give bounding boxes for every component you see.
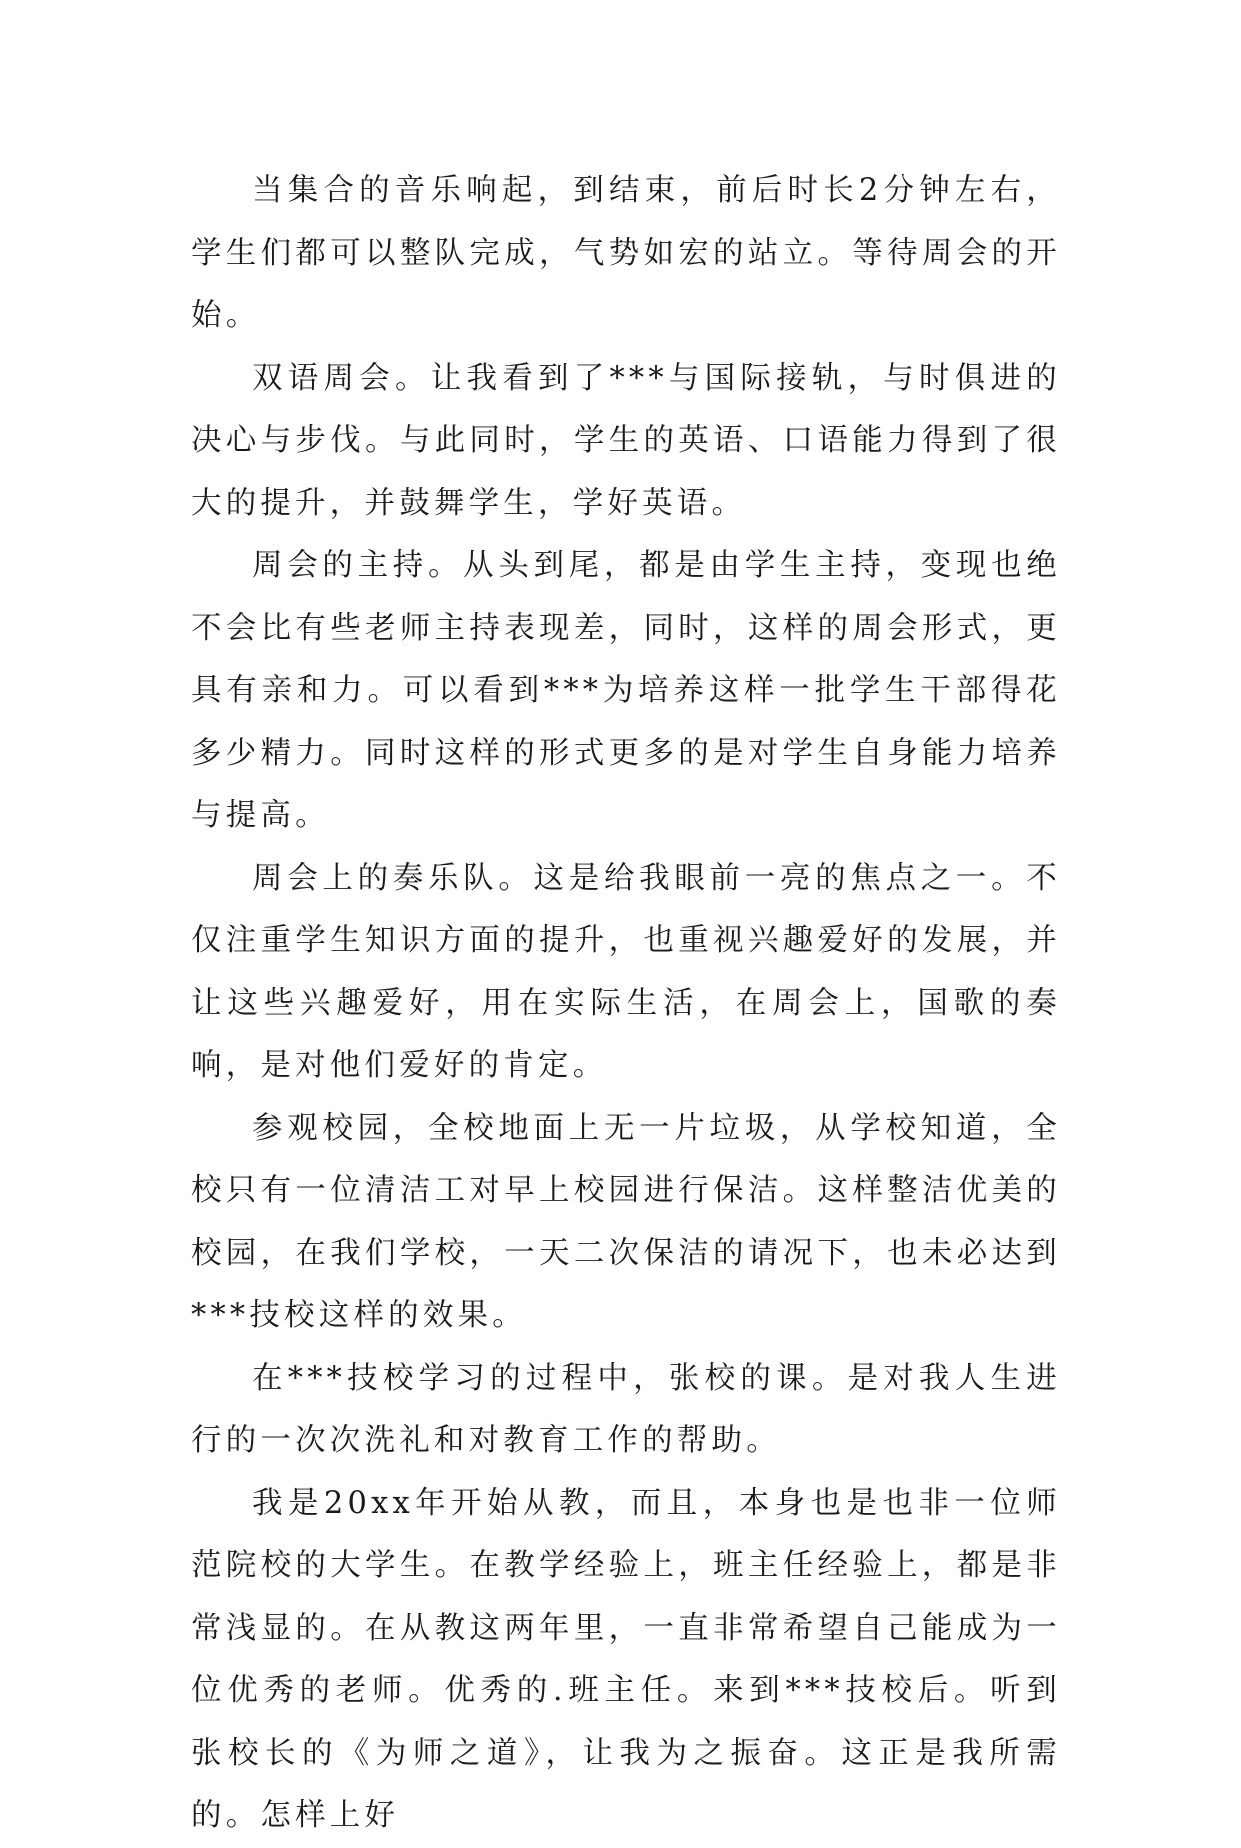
body-text bbox=[191, 160, 1061, 1848]
paragraph-campus-visit: 参观校园，全校地面上无一片垃圾，从学校知道，全校只有一位清洁工对早上校园进行保洁。这样整洁优美的校园，在我们学校，一天二次保洁的请况下，也未必达到***技校这样的效果。 bbox=[191, 1110, 1061, 1333]
paragraph-assembly: 当集合的音乐响起，到结束，前后时长2分钟左右，学生们都可以整队完成，气势如宏的站立。等待周会的开始。 bbox=[191, 173, 1061, 333]
paragraph-band: 周会上的奏乐队。这是给我眼前一亮的焦点之一。不仅注重学生知识方面的提升，也重视兴趣爱好的发展，并让这些兴趣爱好，用在实际生活，在周会上，国歌的奏响，是对他们爱好的肯定。 bbox=[191, 860, 1061, 1083]
paragraph-bilingual-meeting: 双语周会。让我看到了***与国际接轨，与时俱进的决心与步伐。与此同时，学生的英语、口语能力得到了很大的提升，并鼓舞学生，学好英语。 bbox=[191, 360, 1061, 521]
paragraph-teaching-experience: 我是20xx年开始从教，而且，本身也是也非一位师范院校的大学生。在教学经验上，班主任经验上，都是非常浅显的。在从教这两年里，一直非常希望自己能成为一位优秀的老师。优秀的.班主任。来到***技校后。听到张校长的《为师之道》，让我为之振奋。这正是我所需的。怎样上好 bbox=[191, 1485, 1061, 1833]
paragraph-lesson: 在***技校学习的过程中，张校的课。是对我人生进行的一次次洗礼和对教育工作的帮助。 bbox=[191, 1360, 1061, 1458]
paragraph-meeting-host: 周会的主持。从头到尾，都是由学生主持，变现也绝不会比有些老师主持表现差，同时，这样的周会形式，更具有亲和力。可以看到***为培养这样一批学生干部得花多少精力。同时这样的形式更多的是对学生自身能力培养与提高。 bbox=[191, 548, 1061, 833]
